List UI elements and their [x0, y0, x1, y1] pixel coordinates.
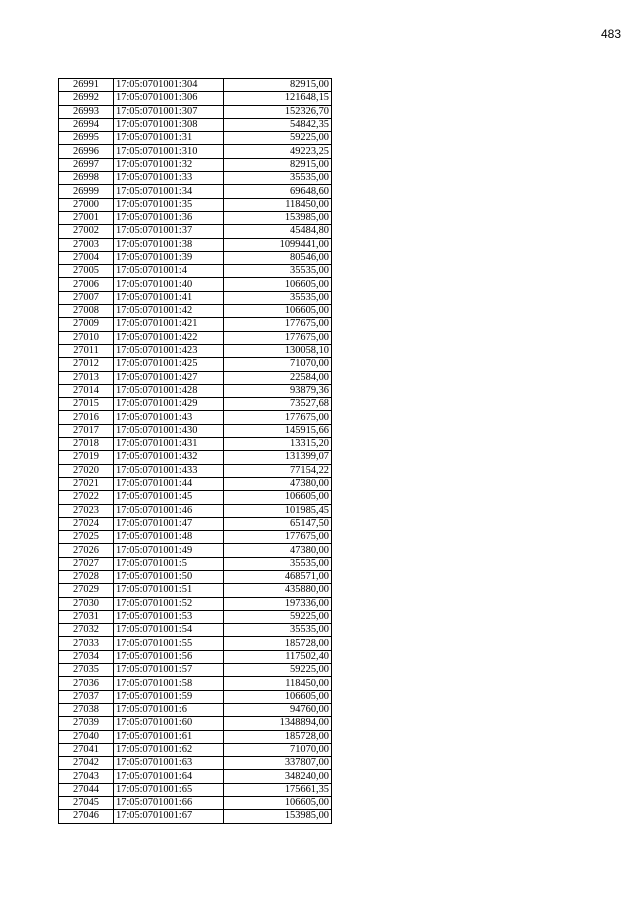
- cadastral-value-cell: 131399,07: [224, 451, 332, 464]
- cadastral-value-cell: 22584,00: [224, 371, 332, 384]
- table-row: [59, 624, 332, 637]
- cadastral-value-cell: 71070,00: [224, 358, 332, 371]
- cadastral-value-cell: 185728,00: [224, 730, 332, 743]
- cadastral-number-cell: 17:05:0701001:39: [114, 251, 224, 264]
- cadastral-value-cell: 348240,00: [224, 770, 332, 783]
- cadastral-value-cell: 118450,00: [224, 198, 332, 211]
- cadastral-value-cell: 65147,50: [224, 517, 332, 530]
- table-row: [59, 544, 332, 557]
- cadastral-value-cell: 59225,00: [224, 664, 332, 677]
- table-row: [59, 278, 332, 291]
- row-number-cell: 27013: [59, 371, 114, 384]
- row-number-cell: 27004: [59, 251, 114, 264]
- cadastral-number-cell: 17:05:0701001:41: [114, 291, 224, 304]
- table-row: [59, 770, 332, 783]
- row-number-cell: 27043: [59, 770, 114, 783]
- cadastral-number-cell: 17:05:0701001:306: [114, 92, 224, 105]
- cadastral-number-cell: 17:05:0701001:38: [114, 238, 224, 251]
- table-row: [59, 730, 332, 743]
- table-row: [59, 411, 332, 424]
- cadastral-value-cell: 94760,00: [224, 703, 332, 716]
- cadastral-number-cell: 17:05:0701001:51: [114, 584, 224, 597]
- row-number-cell: 27023: [59, 504, 114, 517]
- cadastral-value-cell: 1348894,00: [224, 717, 332, 730]
- row-number-cell: 27041: [59, 743, 114, 756]
- cadastral-value-cell: 145915,66: [224, 424, 332, 437]
- cadastral-number-cell: 17:05:0701001:50: [114, 570, 224, 583]
- cadastral-value-cell: 130058,10: [224, 344, 332, 357]
- table-row: [59, 477, 332, 490]
- cadastral-number-cell: 17:05:0701001:53: [114, 610, 224, 623]
- cadastral-value-cell: 80546,00: [224, 251, 332, 264]
- table-row: [59, 717, 332, 730]
- row-number-cell: 27030: [59, 597, 114, 610]
- cadastral-value-cell: 54842,35: [224, 118, 332, 131]
- row-number-cell: 27028: [59, 570, 114, 583]
- cadastral-number-cell: 17:05:0701001:35: [114, 198, 224, 211]
- cadastral-value-cell: 468571,00: [224, 570, 332, 583]
- cadastral-number-cell: 17:05:0701001:34: [114, 185, 224, 198]
- cadastral-value-cell: 106605,00: [224, 491, 332, 504]
- cadastral-number-cell: 17:05:0701001:55: [114, 637, 224, 650]
- cadastral-value-cell: 177675,00: [224, 318, 332, 331]
- table-row: [59, 491, 332, 504]
- cadastral-number-cell: 17:05:0701001:433: [114, 464, 224, 477]
- cadastral-value-cell: 1099441,00: [224, 238, 332, 251]
- cadastral-number-cell: 17:05:0701001:64: [114, 770, 224, 783]
- table-row: [59, 650, 332, 663]
- row-number-cell: 27026: [59, 544, 114, 557]
- table-row: [59, 92, 332, 105]
- cadastral-value-cell: 175661,35: [224, 783, 332, 796]
- cadastral-number-cell: 17:05:0701001:37: [114, 225, 224, 238]
- cadastral-value-cell: 185728,00: [224, 637, 332, 650]
- row-number-cell: 27037: [59, 690, 114, 703]
- row-number-cell: 27042: [59, 757, 114, 770]
- cadastral-number-cell: 17:05:0701001:430: [114, 424, 224, 437]
- row-number-cell: 27011: [59, 344, 114, 357]
- table-row: [59, 557, 332, 570]
- cadastral-number-cell: 17:05:0701001:58: [114, 677, 224, 690]
- table-row: [59, 145, 332, 158]
- table-row: [59, 132, 332, 145]
- cadastral-number-cell: 17:05:0701001:61: [114, 730, 224, 743]
- cadastral-value-cell: 69648,60: [224, 185, 332, 198]
- cadastral-number-cell: 17:05:0701001:67: [114, 810, 224, 823]
- cadastral-value-cell: 47380,00: [224, 544, 332, 557]
- table-row: [59, 185, 332, 198]
- row-number-cell: 27000: [59, 198, 114, 211]
- table-row: [59, 371, 332, 384]
- cadastral-number-cell: 17:05:0701001:308: [114, 118, 224, 131]
- row-number-cell: 27044: [59, 783, 114, 796]
- table-row: [59, 238, 332, 251]
- row-number-cell: 27046: [59, 810, 114, 823]
- row-number-cell: 27012: [59, 358, 114, 371]
- cadastral-value-cell: 153985,00: [224, 810, 332, 823]
- cadastral-number-cell: 17:05:0701001:49: [114, 544, 224, 557]
- cadastral-number-cell: 17:05:0701001:65: [114, 783, 224, 796]
- table-row: [59, 783, 332, 796]
- row-number-cell: 27002: [59, 225, 114, 238]
- cadastral-value-cell: 118450,00: [224, 677, 332, 690]
- cadastral-number-cell: 17:05:0701001:42: [114, 305, 224, 318]
- row-number-cell: 27024: [59, 517, 114, 530]
- table-row: [59, 610, 332, 623]
- cadastral-value-cell: 153985,00: [224, 211, 332, 224]
- table-row: [59, 331, 332, 344]
- cadastral-number-cell: 17:05:0701001:48: [114, 531, 224, 544]
- row-number-cell: 26995: [59, 132, 114, 145]
- cadastral-number-cell: 17:05:0701001:431: [114, 438, 224, 451]
- table-row: [59, 637, 332, 650]
- cadastral-value-cell: 71070,00: [224, 743, 332, 756]
- cadastral-number-cell: 17:05:0701001:59: [114, 690, 224, 703]
- cadastral-value-cell: 117502,40: [224, 650, 332, 663]
- cadastral-number-cell: 17:05:0701001:43: [114, 411, 224, 424]
- cadastral-number-cell: 17:05:0701001:429: [114, 398, 224, 411]
- row-number-cell: 27010: [59, 331, 114, 344]
- row-number-cell: 27038: [59, 703, 114, 716]
- cadastral-number-cell: 17:05:0701001:31: [114, 132, 224, 145]
- cadastral-number-cell: 17:05:0701001:432: [114, 451, 224, 464]
- cadastral-number-cell: 17:05:0701001:428: [114, 384, 224, 397]
- table-row: [59, 464, 332, 477]
- row-number-cell: 27014: [59, 384, 114, 397]
- cadastral-value-cell: 197336,00: [224, 597, 332, 610]
- row-number-cell: 27016: [59, 411, 114, 424]
- cadastral-number-cell: 17:05:0701001:52: [114, 597, 224, 610]
- cadastral-value-cell: 35535,00: [224, 624, 332, 637]
- table-row: [59, 743, 332, 756]
- row-number-cell: 27040: [59, 730, 114, 743]
- cadastral-number-cell: 17:05:0701001:63: [114, 757, 224, 770]
- cadastral-number-cell: 17:05:0701001:4: [114, 265, 224, 278]
- cadastral-value-cell: 49223,25: [224, 145, 332, 158]
- row-number-cell: 27019: [59, 451, 114, 464]
- table-row: [59, 358, 332, 371]
- row-number-cell: 27003: [59, 238, 114, 251]
- table-row: [59, 158, 332, 171]
- row-number-cell: 27031: [59, 610, 114, 623]
- row-number-cell: 27021: [59, 477, 114, 490]
- table-row: [59, 118, 332, 131]
- row-number-cell: 26997: [59, 158, 114, 171]
- cadastral-number-cell: 17:05:0701001:47: [114, 517, 224, 530]
- cadastral-number-cell: 17:05:0701001:44: [114, 477, 224, 490]
- row-number-cell: 27008: [59, 305, 114, 318]
- table-row: [59, 265, 332, 278]
- cadastral-number-cell: 17:05:0701001:425: [114, 358, 224, 371]
- cadastral-value-cell: 337807,00: [224, 757, 332, 770]
- cadastral-number-cell: 17:05:0701001:6: [114, 703, 224, 716]
- cadastral-value-cell: 47380,00: [224, 477, 332, 490]
- row-number-cell: 27007: [59, 291, 114, 304]
- row-number-cell: 27039: [59, 717, 114, 730]
- cadastral-value-cell: 77154,22: [224, 464, 332, 477]
- table-row: [59, 79, 332, 92]
- row-number-cell: 27001: [59, 211, 114, 224]
- cadastral-number-cell: 17:05:0701001:45: [114, 491, 224, 504]
- cadastral-value-cell: 59225,00: [224, 132, 332, 145]
- cadastral-number-cell: 17:05:0701001:33: [114, 172, 224, 185]
- cadastral-value-cell: 59225,00: [224, 610, 332, 623]
- cadastral-number-cell: 17:05:0701001:56: [114, 650, 224, 663]
- row-number-cell: 27005: [59, 265, 114, 278]
- row-number-cell: 27015: [59, 398, 114, 411]
- cadastral-number-cell: 17:05:0701001:310: [114, 145, 224, 158]
- cadastral-value-cell: 35535,00: [224, 172, 332, 185]
- row-number-cell: 27025: [59, 531, 114, 544]
- table-row: [59, 398, 332, 411]
- row-number-cell: 26992: [59, 92, 114, 105]
- cadastral-number-cell: 17:05:0701001:62: [114, 743, 224, 756]
- row-number-cell: 26999: [59, 185, 114, 198]
- cadastral-number-cell: 17:05:0701001:36: [114, 211, 224, 224]
- cadastral-number-cell: 17:05:0701001:423: [114, 344, 224, 357]
- cadastral-value-cell: 106605,00: [224, 278, 332, 291]
- row-number-cell: 27035: [59, 664, 114, 677]
- table-row: [59, 344, 332, 357]
- cadastral-number-cell: 17:05:0701001:57: [114, 664, 224, 677]
- table-row: [59, 584, 332, 597]
- table-row: [59, 105, 332, 118]
- cadastral-value-cell: 13315,20: [224, 438, 332, 451]
- cadastral-value-cell: 35535,00: [224, 557, 332, 570]
- page-number: 483: [600, 27, 621, 41]
- row-number-cell: 26991: [59, 79, 114, 92]
- row-number-cell: 27032: [59, 624, 114, 637]
- cadastral-value-cell: 35535,00: [224, 265, 332, 278]
- row-number-cell: 26996: [59, 145, 114, 158]
- cadastral-value-cell: 177675,00: [224, 331, 332, 344]
- row-number-cell: 27020: [59, 464, 114, 477]
- table-row: [59, 504, 332, 517]
- cadastral-value-cell: 101985,45: [224, 504, 332, 517]
- table-row: [59, 318, 332, 331]
- table-row: [59, 451, 332, 464]
- table-row: [59, 291, 332, 304]
- cadastral-number-cell: 17:05:0701001:304: [114, 79, 224, 92]
- row-number-cell: 27017: [59, 424, 114, 437]
- table-row: [59, 424, 332, 437]
- cadastral-value-cell: 82915,00: [224, 79, 332, 92]
- table-row: [59, 225, 332, 238]
- table-row: [59, 198, 332, 211]
- cadastral-value-cell: 177675,00: [224, 411, 332, 424]
- cadastral-value-cell: 121648,15: [224, 92, 332, 105]
- cadastral-number-cell: 17:05:0701001:307: [114, 105, 224, 118]
- cadastral-value-cell: 106605,00: [224, 797, 332, 810]
- cadastral-value-cell: 93879,36: [224, 384, 332, 397]
- cadastral-number-cell: 17:05:0701001:66: [114, 797, 224, 810]
- table-row: [59, 690, 332, 703]
- cadastral-value-cell: 35535,00: [224, 291, 332, 304]
- cadastral-number-cell: 17:05:0701001:427: [114, 371, 224, 384]
- cadastral-value-table: [58, 78, 332, 824]
- cadastral-value-cell: 45484,80: [224, 225, 332, 238]
- row-number-cell: 27006: [59, 278, 114, 291]
- table-row: [59, 810, 332, 823]
- table-row: [59, 531, 332, 544]
- cadastral-value-cell: 106605,00: [224, 305, 332, 318]
- row-number-cell: 27036: [59, 677, 114, 690]
- row-number-cell: 27027: [59, 557, 114, 570]
- row-number-cell: 27033: [59, 637, 114, 650]
- table-row: [59, 664, 332, 677]
- table-row: [59, 570, 332, 583]
- cadastral-value-cell: 435880,00: [224, 584, 332, 597]
- table-row: [59, 597, 332, 610]
- table-row: [59, 305, 332, 318]
- cadastral-number-cell: 17:05:0701001:54: [114, 624, 224, 637]
- table-row: [59, 517, 332, 530]
- table-row: [59, 797, 332, 810]
- table-row: [59, 757, 332, 770]
- cadastral-value-cell: 177675,00: [224, 531, 332, 544]
- row-number-cell: 26994: [59, 118, 114, 131]
- table-row: [59, 251, 332, 264]
- table-body: [59, 79, 332, 824]
- cadastral-value-cell: 106605,00: [224, 690, 332, 703]
- row-number-cell: 27034: [59, 650, 114, 663]
- cadastral-number-cell: 17:05:0701001:60: [114, 717, 224, 730]
- cadastral-number-cell: 17:05:0701001:421: [114, 318, 224, 331]
- table-row: [59, 384, 332, 397]
- row-number-cell: 26993: [59, 105, 114, 118]
- table-row: [59, 438, 332, 451]
- table-row: [59, 172, 332, 185]
- cadastral-value-cell: 152326,70: [224, 105, 332, 118]
- row-number-cell: 27009: [59, 318, 114, 331]
- cadastral-number-cell: 17:05:0701001:32: [114, 158, 224, 171]
- cadastral-number-cell: 17:05:0701001:422: [114, 331, 224, 344]
- table-row: [59, 211, 332, 224]
- cadastral-number-cell: 17:05:0701001:5: [114, 557, 224, 570]
- cadastral-number-cell: 17:05:0701001:40: [114, 278, 224, 291]
- cadastral-value-cell: 82915,00: [224, 158, 332, 171]
- cadastral-value-cell: 73527,68: [224, 398, 332, 411]
- table-row: [59, 677, 332, 690]
- table-row: [59, 703, 332, 716]
- row-number-cell: 27029: [59, 584, 114, 597]
- cadastral-number-cell: 17:05:0701001:46: [114, 504, 224, 517]
- row-number-cell: 27045: [59, 797, 114, 810]
- row-number-cell: 27018: [59, 438, 114, 451]
- row-number-cell: 27022: [59, 491, 114, 504]
- row-number-cell: 26998: [59, 172, 114, 185]
